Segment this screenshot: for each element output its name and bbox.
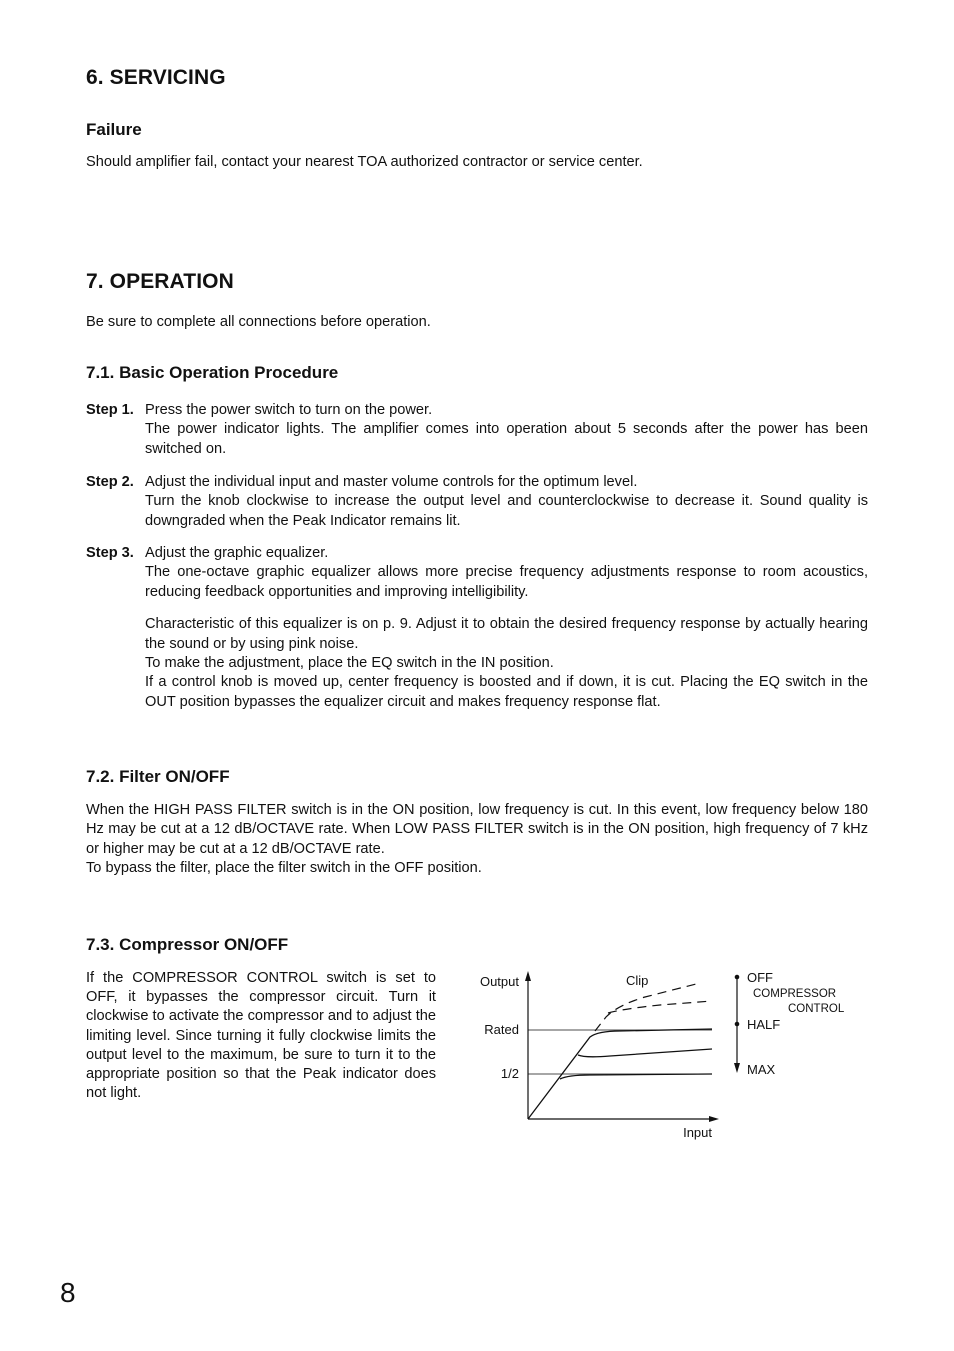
compressor-heading: 7.3. Compressor ON/OFF [86,935,289,954]
step-3-line-1: Adjust the graphic equalizer. [145,545,329,561]
filter-text-2: To bypass the filter, place the filter switch in the OFF position. [86,860,482,877]
step-3-extra-3: If a control knob is moved up, center frequency is boosted and if down, it is cut. Placing the EQ switch in the OUT position bypasses the equalizer circuit and makes frequency response flat. [145,674,868,710]
curve-half [578,1049,712,1057]
y-axis-label: Output [479,974,519,989]
filter-text-1: When the HIGH PASS FILTER switch is in the ON position, low frequency is cut. In this event, low frequency below 180 Hz may be cut at a 12 dB/OCTAVE rate. When LOW PASS FILTER switch is in the ON position, high frequency of 7 kHz or higher may be cut at a 12 dB/OCTAVE rate. [86,802,868,857]
step-1-line-1: Press the power switch to turn on the power. [145,402,433,418]
step-2-line-2: Turn the knob clockwise to increase the output level and counterclockwise to decrease it. Sound quality is downgraded when the Peak Indicator remains lit. [145,493,868,529]
control-name-line-2: CONTROL [788,1003,845,1015]
step-2-line-1: Adjust the individual input and master volume controls for the optimum level. [145,474,638,490]
filter-heading: 7.2. Filter ON/OFF [86,767,230,786]
operation-intro: Be sure to complete all connections before operation. [86,314,431,330]
page-number: 8 [60,1277,76,1308]
step-3-extra-2: To make the adjustment, place the EQ switch in the IN position. [145,655,554,672]
x-axis-label: Input [683,1125,712,1140]
step-3-extra-1: Characteristic of this equalizer is on p. 9. Adjust it to obtain the desired frequency response by actually hearing the sound or by using pink noise. [145,616,868,652]
step-2-label: Step 2. [86,474,134,490]
clip-dash-lower [608,1001,712,1013]
control-arrow-head [734,1063,740,1073]
clip-dash-upper [595,983,700,1031]
x-axis-arrow [709,1116,719,1122]
control-name-line-1: COMPRESSOR [753,988,837,1000]
y-axis-arrow [525,971,531,981]
failure-heading: Failure [86,120,142,139]
control-off-label: OFF [747,970,773,985]
section-title-servicing: 6. SERVICING [86,66,226,89]
step-3 [86,544,868,712]
rated-label: Rated [484,1022,519,1037]
control-max-label: MAX [747,1062,776,1077]
step-2 [86,473,868,531]
basic-procedure-heading: 7.1. Basic Operation Procedure [86,363,339,382]
compressor-text: If the COMPRESSOR CONTROL switch is set to OFF, it bypasses the compressor circuit. Turn it clockwise to activate the compressor and to adjust the limiting level. Since turning it fully clockwise limits the output level to the maximum, be sure to turn it to the appropriate position so that the Peak indicator does not light. [86,970,436,1102]
control-half-label: HALF [747,1017,781,1032]
step-1-line-2: The power indicator lights. The amplifier comes into operation about 5 seconds after the power has been switched on. [145,421,868,457]
clip-label: Clip [626,973,649,988]
step-3-label: Step 3. [86,545,134,561]
step-3-line-2: The one-octave graphic equalizer allows more precise frequency adjustments response to room acoustics, reducing feedback opportunities and improving intelligibility. [145,564,868,600]
step-1 [86,401,868,459]
failure-text: Should amplifier fail, contact your nearest TOA authorized contractor or service center. [86,154,643,170]
half-label: 1/2 [500,1066,519,1081]
step-1-label: Step 1. [86,402,134,418]
curve-max [560,1074,712,1079]
filter-text [86,801,868,879]
compressor-diagram [460,955,880,1155]
section-title-operation: 7. OPERATION [86,270,234,293]
